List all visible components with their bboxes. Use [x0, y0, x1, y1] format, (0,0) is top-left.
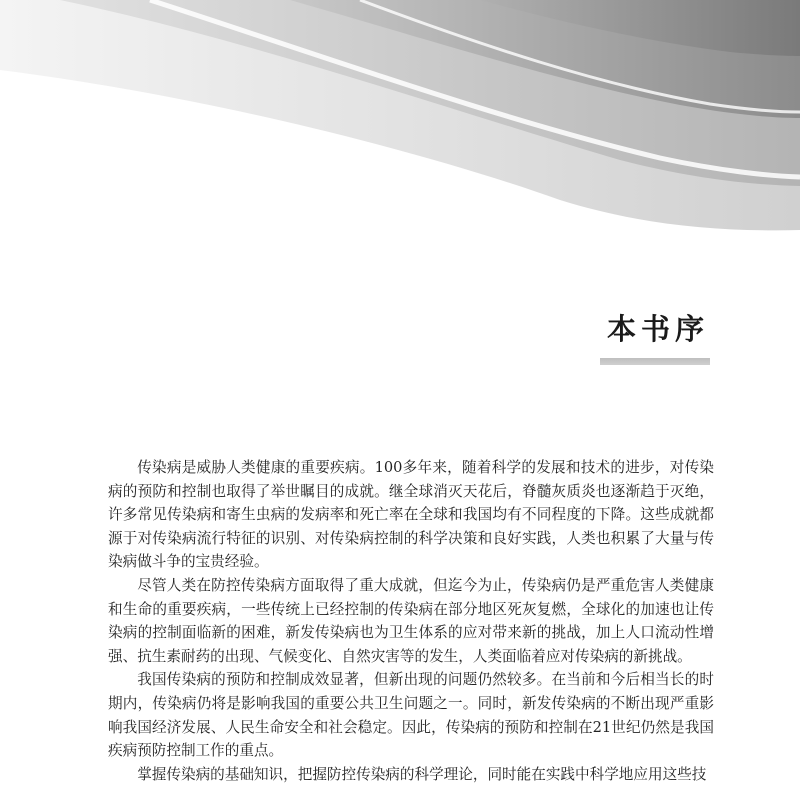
title-block [600, 310, 716, 365]
decorative-header-waves [0, 0, 800, 240]
paragraph: 尽管人类在防控传染病方面取得了重大成就，但迄今为止，传染病仍是严重危害人类健康和生命的重要疾病，一些传统上已经控制的传染病在部分地区死灰复燃，全球化的加速也让传染病的控制面临新的困难，新发传染病也为卫生体系的应对带来新的挑战，加上人口流动性增强、抗生素耐药的出现、气候变化、自然灾害等的发生，人类面临着应对传染病的新挑战。 [108, 576, 714, 665]
title-underline [600, 358, 710, 365]
paragraph: 我国传染病的预防和控制成效显著，但新出现的问题仍然较多。在当前和今后相当长的时期内，传染病仍将是影响我国的重要公共卫生问题之一。同时，新发传染病的不断出现严重影响我国经济发展、人民生命安全和社会稳定。因此，传染病的预防和控制在21世纪仍然是我国疾病预防控制工作的重点。 [108, 671, 714, 760]
paragraph: 掌握传染病的基础知识，把握防控传染病的科学理论，同时能在实践中科学地应用这些技 [137, 765, 707, 783]
preface-body [108, 456, 714, 786]
paragraph: 传染病是威胁人类健康的重要疾病。100多年来，随着科学的发展和技术的进步，对传染病的预防和控制也取得了举世瞩目的成就。继全球消灭天花后，脊髓灰质炎也逐渐趋于灭绝，许多常见传染病和寄生虫病的发病率和死亡率在全球和我国均有不同程度的下降。这些成就都源于对传染病流行特征的识别、对传染病控制的科学决策和良好实践，人类也积累了大量与传染病做斗争的宝贵经验。 [108, 459, 714, 571]
page-title: 本书序 [606, 312, 709, 346]
